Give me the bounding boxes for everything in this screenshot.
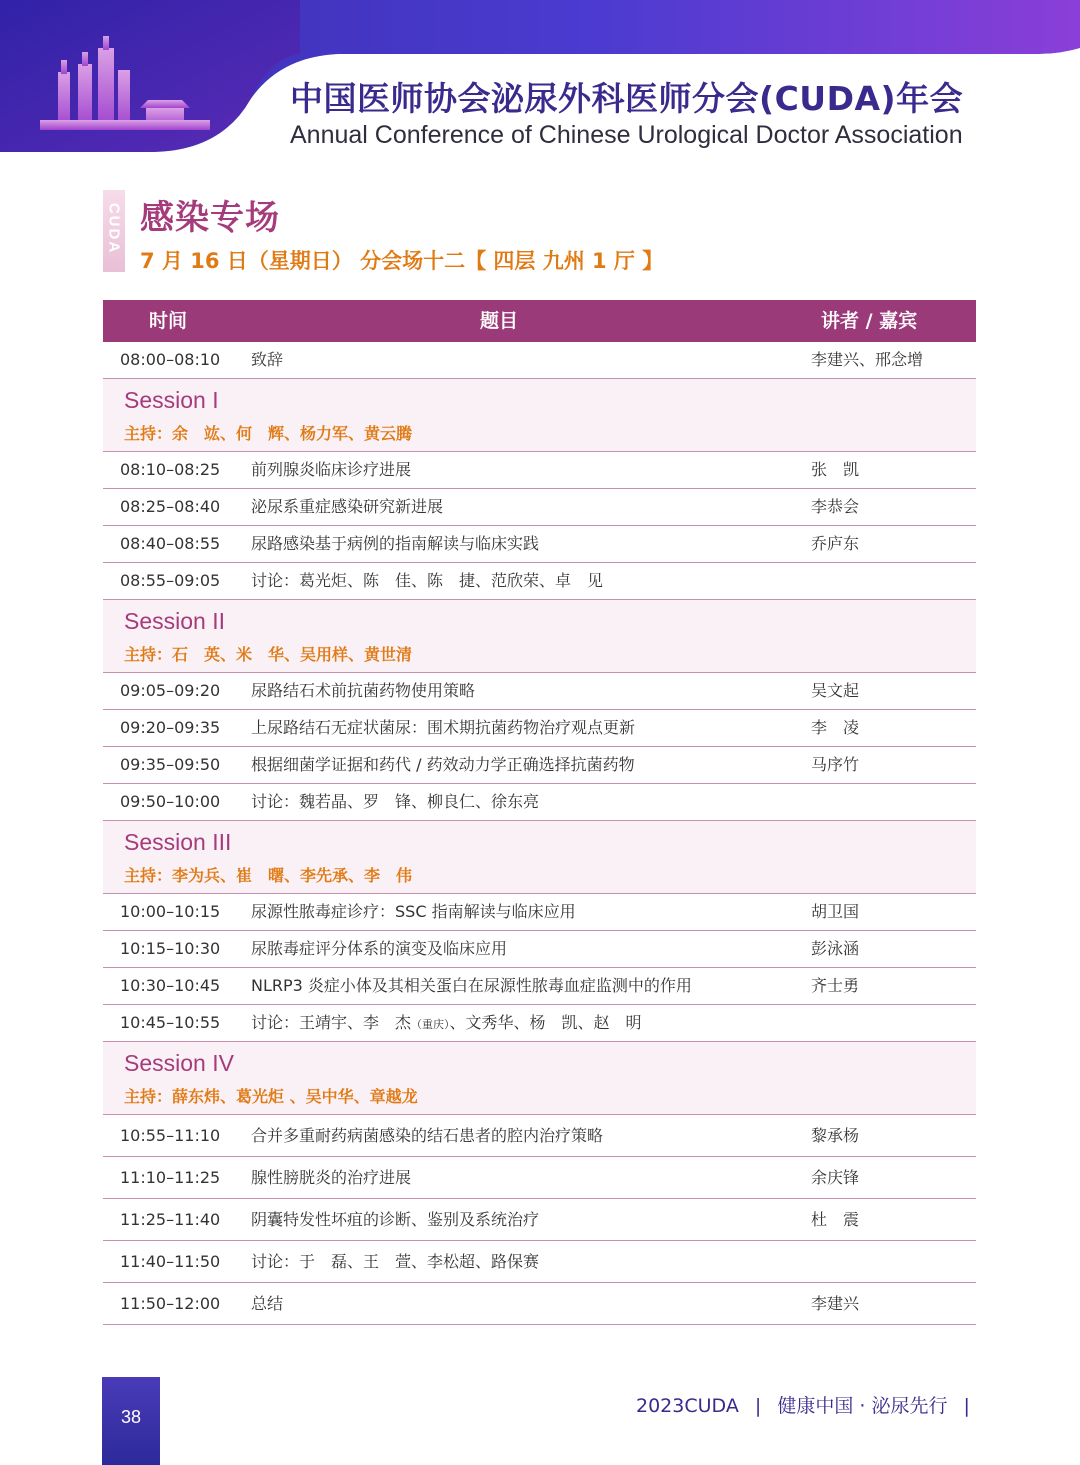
page-number-box bbox=[102, 1377, 160, 1465]
row-speaker: 李恭会 bbox=[811, 497, 860, 516]
row-time: 11:40–11:50 bbox=[120, 1252, 221, 1271]
table-row bbox=[103, 784, 976, 821]
table-row bbox=[103, 931, 976, 968]
row-topic: 合并多重耐药病菌感染的结石患者的腔内治疗策略 bbox=[251, 1126, 604, 1145]
row-topic-rest: 、文秀华、杨 凯、赵 明 bbox=[449, 1013, 642, 1032]
table-row bbox=[103, 1115, 976, 1157]
schedule-table bbox=[103, 300, 976, 1325]
table-row bbox=[103, 1199, 976, 1241]
side-tag bbox=[103, 190, 125, 272]
row-time: 09:50–10:00 bbox=[120, 792, 221, 811]
row-speaker: 齐士勇 bbox=[811, 976, 860, 995]
table-row bbox=[103, 673, 976, 710]
row-time: 09:35–09:50 bbox=[120, 755, 221, 774]
header-titles bbox=[290, 80, 1050, 150]
row-time: 08:10–08:25 bbox=[120, 460, 221, 479]
footer-text bbox=[636, 1391, 980, 1418]
row-topic-main: 讨论：王靖宇、李 杰 bbox=[251, 1013, 412, 1032]
row-speaker: 彭泳涵 bbox=[811, 939, 860, 958]
row-topic: 尿路感染基于病例的指南解读与临床实践 bbox=[251, 534, 540, 553]
row-speaker: 余庆锋 bbox=[811, 1168, 860, 1187]
row-topic: 阴囊特发性坏疽的诊断、鉴别及系统治疗 bbox=[251, 1210, 540, 1229]
row-topic: 根据细菌学证据和药代 / 药效动力学正确选择抗菌药物 bbox=[251, 755, 635, 774]
header-speaker: 讲者 / 嘉宾 bbox=[821, 310, 918, 332]
footer-brand: 2023CUDA bbox=[636, 1395, 739, 1417]
table-row bbox=[103, 526, 976, 563]
row-topic: 腺性膀胱炎的治疗进展 bbox=[251, 1168, 412, 1187]
session-header bbox=[103, 600, 976, 673]
table-row bbox=[103, 1157, 976, 1199]
row-topic-note: （重庆） bbox=[411, 1018, 450, 1031]
row-speaker: 李建兴、邢念增 bbox=[811, 350, 924, 369]
session-chairs: 主持：石 英、米 华、吴用样、黄世清 bbox=[124, 645, 413, 664]
table-row bbox=[103, 747, 976, 784]
table-row bbox=[103, 342, 976, 379]
row-topic bbox=[251, 1005, 642, 1043]
table-row bbox=[103, 968, 976, 1005]
row-topic: 前列腺炎临床诊疗进展 bbox=[251, 460, 412, 479]
session-chairs: 主持：余 竑、何 辉、杨力军、黄云腾 bbox=[124, 424, 413, 443]
session-header bbox=[103, 379, 976, 452]
row-speaker: 杜 震 bbox=[811, 1210, 860, 1229]
header-topic: 题目 bbox=[480, 310, 519, 332]
header-time: 时间 bbox=[149, 310, 188, 332]
row-topic: 致辞 bbox=[251, 350, 284, 369]
table-row bbox=[103, 489, 976, 526]
session-chairs: 主持：李为兵、崔 曙、李先承、李 伟 bbox=[124, 866, 413, 885]
row-topic: 总结 bbox=[251, 1294, 284, 1313]
row-topic: 讨论：魏若晶、罗 锋、柳良仁、徐东亮 bbox=[251, 792, 540, 811]
table-row bbox=[103, 710, 976, 747]
row-topic: 尿路结石术前抗菌药物使用策略 bbox=[251, 681, 476, 700]
row-topic: 尿源性脓毒症诊疗：SSC 指南解读与临床应用 bbox=[251, 902, 576, 921]
row-speaker: 吴文起 bbox=[811, 681, 860, 700]
row-speaker: 李建兴 bbox=[811, 1294, 860, 1313]
table-row bbox=[103, 1283, 976, 1325]
row-time: 11:25–11:40 bbox=[120, 1210, 221, 1229]
row-time: 08:00–08:10 bbox=[120, 350, 221, 369]
row-topic: 讨论：葛光炬、陈 佳、陈 捷、范欣荣、卓 见 bbox=[251, 571, 604, 590]
row-time: 08:55–09:05 bbox=[120, 571, 221, 590]
row-time: 11:50–12:00 bbox=[120, 1294, 221, 1313]
session-header bbox=[103, 1042, 976, 1115]
footer-separator: | bbox=[963, 1395, 970, 1417]
row-time: 10:15–10:30 bbox=[120, 939, 221, 958]
row-time: 09:20–09:35 bbox=[120, 718, 221, 737]
row-time: 10:00–10:15 bbox=[120, 902, 221, 921]
row-time: 09:05–09:20 bbox=[120, 681, 221, 700]
table-row bbox=[103, 1005, 976, 1042]
session-name: Session I bbox=[124, 387, 219, 413]
table-header bbox=[103, 300, 976, 342]
row-time: 10:30–10:45 bbox=[120, 976, 221, 995]
row-speaker: 黎承杨 bbox=[811, 1126, 860, 1145]
session-info: 7 月 16 日（星期日） 分会场十二【 四层 九州 1 厅 】 bbox=[140, 249, 664, 273]
session-name: Session IV bbox=[124, 1050, 234, 1076]
row-time: 08:40–08:55 bbox=[120, 534, 221, 553]
row-speaker: 乔庐东 bbox=[811, 534, 860, 553]
conference-title-cn: 中国医师协会泌尿外科医师分会(CUDA)年会 bbox=[290, 79, 964, 118]
footer-separator: | bbox=[754, 1395, 762, 1417]
conference-title-en: Annual Conference of Chinese Urological Doctor Association bbox=[290, 121, 963, 149]
row-topic: NLRP3 炎症小体及其相关蛋白在尿源性脓毒血症监测中的作用 bbox=[251, 976, 692, 995]
session-name: Session II bbox=[124, 608, 225, 634]
row-topic: 上尿路结石无症状菌尿：围术期抗菌药物治疗观点更新 bbox=[251, 718, 636, 737]
row-topic: 讨论：于 磊、王 萱、李松超、路保赛 bbox=[251, 1252, 540, 1271]
row-time: 08:25–08:40 bbox=[120, 497, 221, 516]
page-number: 38 bbox=[120, 1407, 142, 1427]
row-speaker: 张 凯 bbox=[811, 460, 860, 479]
side-tag-label: CUDA bbox=[105, 202, 123, 255]
row-time: 10:55–11:10 bbox=[120, 1126, 221, 1145]
row-topic: 尿脓毒症评分体系的演变及临床应用 bbox=[251, 939, 508, 958]
table-row bbox=[103, 452, 976, 489]
row-time: 10:45–10:55 bbox=[120, 1013, 221, 1032]
row-speaker: 胡卫国 bbox=[811, 902, 860, 921]
table-row bbox=[103, 894, 976, 931]
session-chairs: 主持：薛东炜、葛光炬 、吴中华、章越龙 bbox=[124, 1087, 418, 1106]
row-speaker: 马序竹 bbox=[811, 755, 860, 774]
footer-slogan: 健康中国 · 泌尿先行 bbox=[777, 1395, 948, 1417]
section-title: 感染专场 bbox=[140, 198, 280, 238]
session-name: Session III bbox=[124, 829, 232, 855]
row-topic: 泌尿系重症感染研究新进展 bbox=[251, 497, 444, 516]
session-header bbox=[103, 821, 976, 894]
row-time: 11:10–11:25 bbox=[120, 1168, 221, 1187]
table-row bbox=[103, 563, 976, 600]
table-row bbox=[103, 1241, 976, 1283]
row-speaker: 李 凌 bbox=[811, 718, 860, 737]
